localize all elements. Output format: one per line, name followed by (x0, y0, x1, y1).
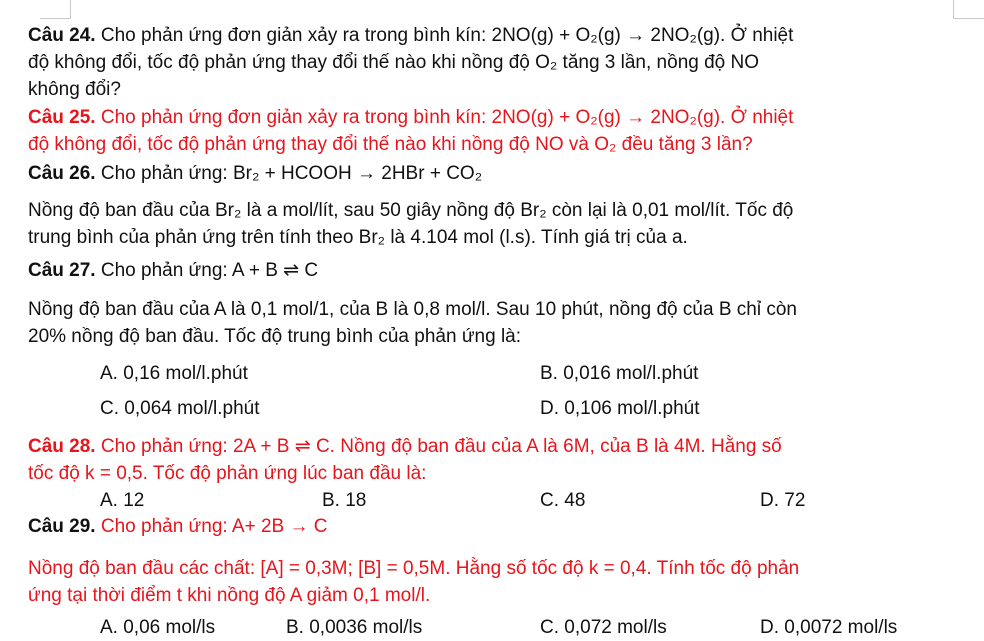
question-24-label: Câu 24. (28, 25, 96, 46)
question-26-line-1 (28, 162, 482, 186)
question-26-line-3: trung bình của phản ứng trên tính theo Br₂ là 4.104 mol (l.s). Tính giá trị của a. (28, 227, 688, 248)
question-27-option-c: C. 0,064 mol/l.phút (100, 398, 260, 419)
question-28-option-d: D. 72 (760, 490, 806, 511)
question-24-line-3: không đổi? (28, 79, 121, 100)
question-27-option-b: B. 0,016 mol/l.phút (540, 363, 699, 384)
question-27-option-a: A. 0,16 mol/l.phút (100, 363, 248, 384)
question-26-text-1: Cho phản ứng: Br₂ + HCOOH → 2HBr + CO₂ (95, 163, 483, 184)
question-24-line-1 (28, 24, 793, 48)
question-29-label: Câu 29. (28, 516, 96, 537)
question-28-label: Câu 28. (28, 436, 96, 457)
question-28-text-1: Cho phản ứng: 2A + B ⇌ C. Nồng độ ban đầu của A là 6M, của B là 4M. Hằng số (95, 436, 782, 457)
question-29-line-2: Nồng độ ban đầu các chất: [A] = 0,3M; [B] = 0,5M. Hằng số tốc độ k = 0,4. Tính tốc độ phản (28, 558, 800, 579)
question-25-label: Câu 25. (28, 107, 96, 128)
question-27-option-d: D. 0,106 mol/l.phút (540, 398, 700, 419)
question-26-label: Câu 26. (28, 163, 96, 184)
question-28-option-a: A. 12 (100, 490, 145, 511)
question-27-line-3: 20% nồng độ ban đầu. Tốc độ trung bình của phản ứng là: (28, 326, 522, 347)
question-27-label: Câu 27. (28, 260, 96, 281)
question-24-text-1: Cho phản ứng đơn giản xảy ra trong bình kín: 2NO(g) + O₂(g) → 2NO₂(g). Ở nhiệt (95, 25, 794, 46)
question-29-option-d: D. 0,0072 mol/ls (760, 617, 898, 638)
question-28-option-b: B. 18 (322, 490, 367, 511)
question-24-line-2: độ không đổi, tốc độ phản ứng thay đổi thế nào khi nồng độ O₂ tăng 3 lần, nồng độ NO (28, 52, 760, 73)
question-29-line-1 (28, 515, 327, 539)
question-27-line-1 (28, 259, 318, 283)
question-28-option-c: C. 48 (540, 490, 586, 511)
question-29-option-a: A. 0,06 mol/ls (100, 617, 216, 638)
question-27-line-2: Nồng độ ban đầu của A là 0,1 mol/1, của B là 0,8 mol/l. Sau 10 phút, nồng độ của B chỉ còn (28, 299, 797, 320)
question-25-line-2: độ không đổi, tốc độ phản ứng thay đổi thế nào khi nồng độ NO và O₂ đều tăng 3 lần? (28, 134, 753, 155)
page-corner-mark-left (40, 0, 71, 19)
question-27-text-1: Cho phản ứng: A + B ⇌ C (95, 260, 319, 281)
page-corner-mark-right (953, 0, 984, 19)
question-29-option-c: C. 0,072 mol/ls (540, 617, 667, 638)
question-29-option-b: B. 0,0036 mol/ls (286, 617, 423, 638)
question-29-line-3: ứng tại thời điểm t khi nồng độ A giảm 0,1 mol/l. (28, 585, 431, 606)
question-25-line-1 (28, 106, 793, 130)
question-25-text-1: Cho phản ứng đơn giản xảy ra trong bình kín: 2NO(g) + O₂(g) → 2NO₂(g). Ở nhiệt (95, 107, 794, 128)
question-28-line-2: tốc độ k = 0,5. Tốc độ phản ứng lúc ban đầu là: (28, 463, 427, 484)
question-29-text-1: Cho phản ứng: A+ 2B → C (95, 516, 328, 537)
question-26-line-2: Nồng độ ban đầu của Br₂ là a mol/lít, sau 50 giây nồng độ Br₂ còn lại là 0,01 mol/lít. Tốc độ (28, 200, 794, 221)
question-28-line-1 (28, 435, 782, 459)
